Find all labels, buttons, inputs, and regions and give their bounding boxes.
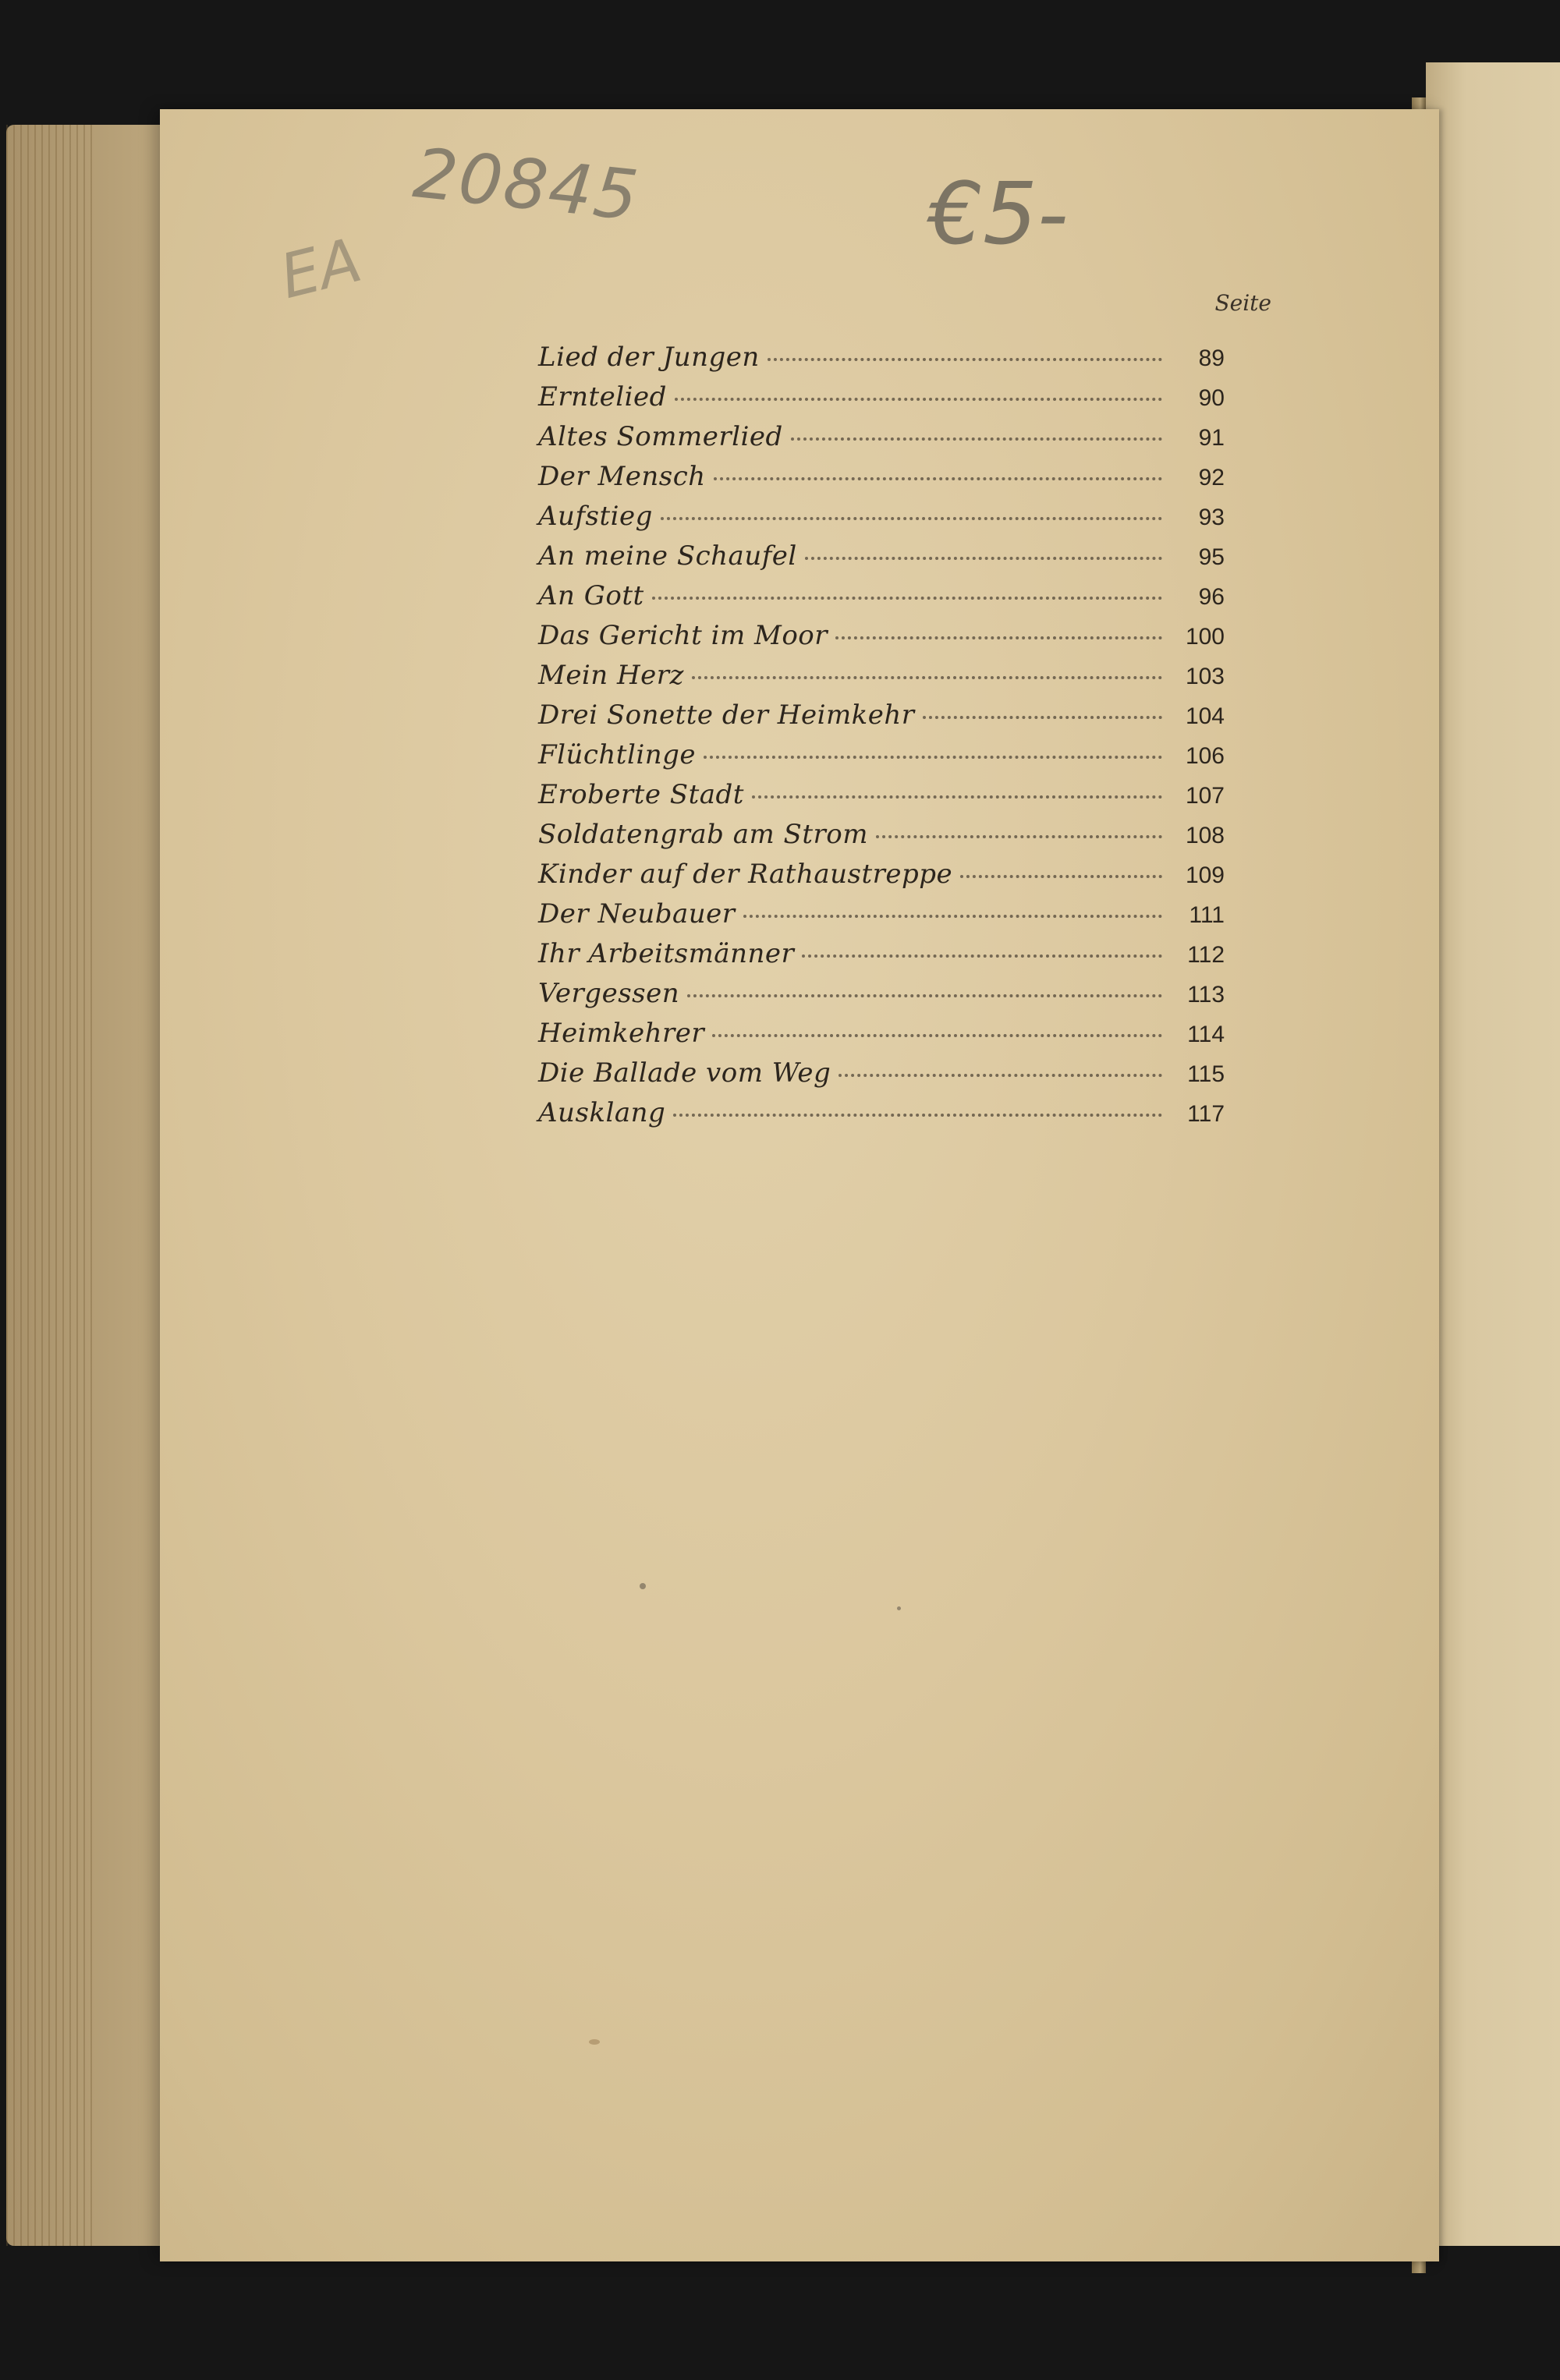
paper-speck bbox=[589, 2039, 600, 2045]
toc-entry-page-number: 96 bbox=[1198, 584, 1225, 610]
toc-dot-leader bbox=[661, 517, 1162, 520]
toc-entry-title: Eroberte Stadt bbox=[538, 779, 744, 810]
toc-entry bbox=[538, 859, 1225, 898]
toc-dot-leader bbox=[675, 398, 1162, 401]
toc-entry bbox=[538, 779, 1225, 819]
toc-entry-page-number: 89 bbox=[1198, 345, 1225, 371]
pencil-initials: EA bbox=[273, 225, 369, 313]
toc-dot-leader bbox=[704, 756, 1162, 759]
toc-entry-page-number: 114 bbox=[1187, 1022, 1225, 1047]
toc-entry-title: An meine Schaufel bbox=[538, 540, 797, 572]
toc-entry bbox=[538, 739, 1225, 779]
toc-page-column-header: Seite bbox=[1214, 290, 1271, 316]
toc-entry-title: Drei Sonette der Heimkehr bbox=[538, 699, 915, 731]
paper-speck bbox=[640, 1583, 646, 1589]
toc-entry-title: Ihr Arbeitsmänner bbox=[538, 938, 795, 969]
toc-entry-title: Altes Sommerlied bbox=[538, 421, 783, 452]
toc-entry-page-number: 104 bbox=[1185, 703, 1225, 729]
toc-entry-page-number: 112 bbox=[1187, 942, 1225, 968]
toc-entry-title: Heimkehrer bbox=[538, 1018, 705, 1049]
toc-entry-title: An Gott bbox=[538, 580, 644, 611]
toc-entry bbox=[538, 660, 1225, 699]
toc-dot-leader bbox=[923, 716, 1162, 719]
toc-entry-title: Mein Herz bbox=[538, 660, 684, 691]
toc-dot-leader bbox=[752, 795, 1162, 799]
toc-dot-leader bbox=[768, 358, 1162, 361]
toc-entry bbox=[538, 381, 1225, 421]
toc-dot-leader bbox=[673, 1114, 1162, 1117]
toc-entry-page-number: 103 bbox=[1185, 664, 1225, 689]
toc-entry-title: Aufstieg bbox=[538, 501, 653, 532]
toc-entry-title: Das Gericht im Moor bbox=[538, 620, 828, 651]
toc-entry-title: Erntelied bbox=[538, 381, 667, 413]
toc-dot-leader bbox=[802, 954, 1162, 958]
toc-entry-page-number: 107 bbox=[1185, 783, 1225, 809]
toc-entry-title: Flüchtlinge bbox=[538, 739, 696, 770]
toc-entry-page-number: 95 bbox=[1198, 544, 1225, 570]
toc-dot-leader bbox=[791, 437, 1162, 441]
toc-entry bbox=[538, 978, 1225, 1018]
toc-entry-page-number: 108 bbox=[1185, 823, 1225, 848]
toc-entry-title: Der Neubauer bbox=[538, 898, 736, 930]
toc-entry bbox=[538, 699, 1225, 739]
toc-entry bbox=[538, 342, 1225, 381]
toc-dot-leader bbox=[876, 835, 1162, 838]
toc-entry bbox=[538, 421, 1225, 461]
toc-dot-leader bbox=[743, 915, 1162, 918]
toc-entry-page-number: 93 bbox=[1198, 505, 1225, 530]
toc-dot-leader bbox=[835, 636, 1162, 639]
toc-entry-page-number: 92 bbox=[1198, 465, 1225, 491]
toc-entry-page-number: 113 bbox=[1187, 982, 1225, 1008]
toc-entry-page-number: 111 bbox=[1189, 902, 1225, 928]
toc-dot-leader bbox=[692, 676, 1162, 679]
toc-entry-title: Die Ballade vom Weg bbox=[538, 1057, 831, 1089]
toc-dot-leader bbox=[960, 875, 1162, 878]
toc-entry-page-number: 106 bbox=[1185, 743, 1225, 769]
toc-dot-leader bbox=[805, 557, 1162, 560]
toc-entry bbox=[538, 1097, 1225, 1137]
toc-entry bbox=[538, 898, 1225, 938]
toc-entry bbox=[538, 1018, 1225, 1057]
toc-entry bbox=[538, 501, 1225, 540]
toc-entry bbox=[538, 461, 1225, 501]
toc-entry bbox=[538, 1057, 1225, 1097]
toc-entry bbox=[538, 938, 1225, 978]
toc-entry bbox=[538, 580, 1225, 620]
pencil-price: €5- bbox=[928, 164, 1069, 264]
toc-entry-title: Der Mensch bbox=[538, 461, 706, 492]
toc-dot-leader bbox=[712, 1034, 1162, 1037]
toc-entry-title: Vergessen bbox=[538, 978, 680, 1009]
toc-entry-page-number: 109 bbox=[1185, 862, 1225, 888]
toc-entry bbox=[538, 540, 1225, 580]
toc-entry-title: Soldatengrab am Strom bbox=[538, 819, 868, 850]
toc-entry bbox=[538, 819, 1225, 859]
pencil-inventory-number: 20845 bbox=[410, 133, 644, 236]
toc-entry-page-number: 117 bbox=[1187, 1101, 1225, 1127]
toc-entry-page-number: 91 bbox=[1198, 425, 1225, 451]
toc-entry-page-number: 90 bbox=[1198, 385, 1225, 411]
toc-entry-title: Lied der Jungen bbox=[538, 342, 760, 373]
toc-dot-leader bbox=[652, 597, 1162, 600]
toc-dot-leader bbox=[838, 1074, 1162, 1077]
paper-speck bbox=[897, 1606, 901, 1610]
facing-page bbox=[1426, 62, 1560, 2246]
toc-dot-leader bbox=[687, 994, 1162, 997]
toc-entry bbox=[538, 620, 1225, 660]
page-edges bbox=[6, 125, 92, 2246]
toc-entry-page-number: 100 bbox=[1185, 624, 1225, 650]
toc-entry-title: Ausklang bbox=[538, 1097, 666, 1128]
toc-dot-leader bbox=[714, 477, 1162, 480]
toc-entry-page-number: 115 bbox=[1187, 1061, 1225, 1087]
table-of-contents bbox=[538, 342, 1225, 1137]
toc-entry-title: Kinder auf der Rathaustreppe bbox=[538, 859, 953, 890]
